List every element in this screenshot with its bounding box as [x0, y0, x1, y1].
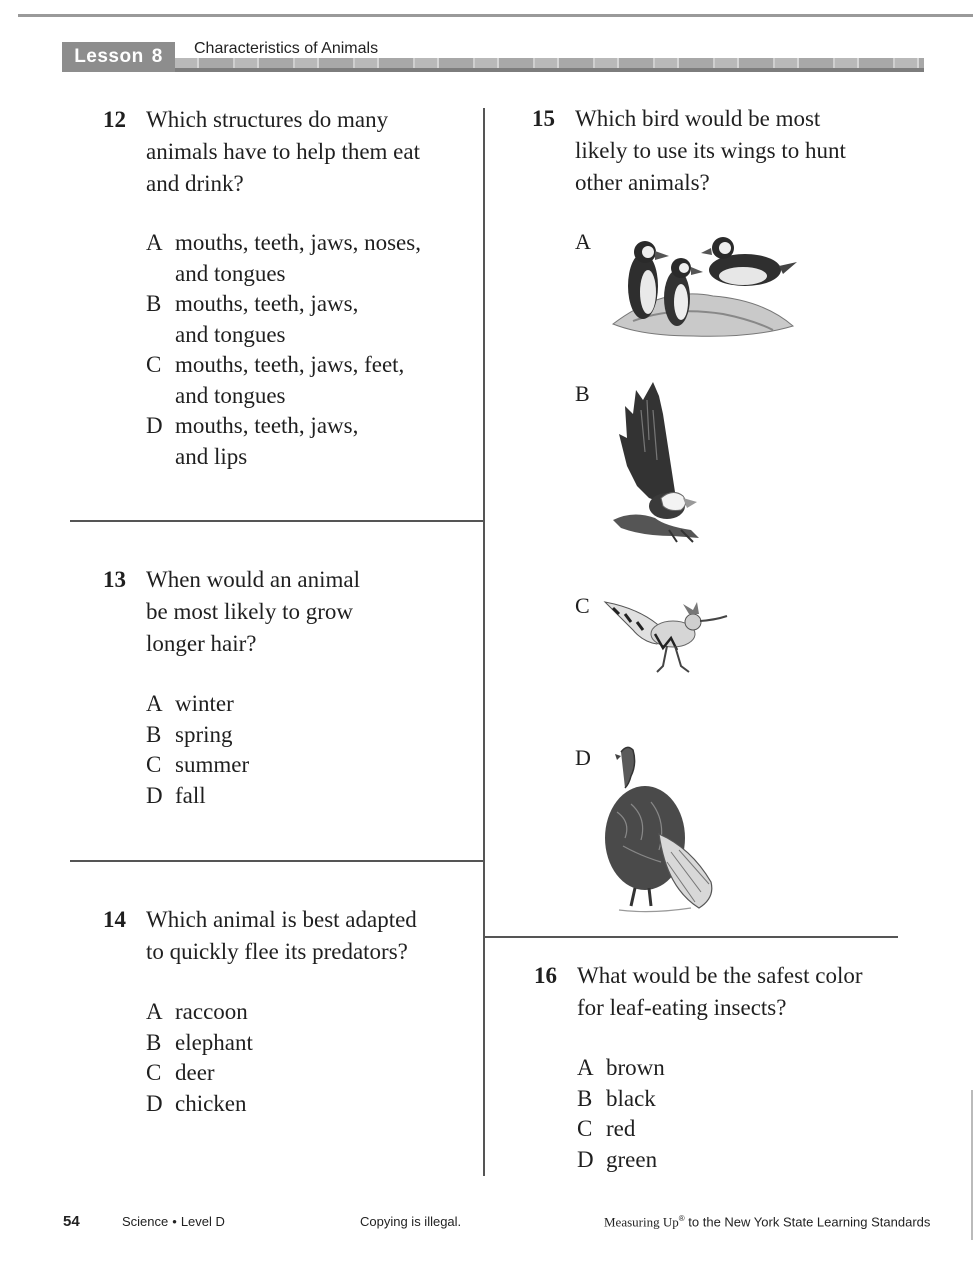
answer-choice[interactable] — [146, 411, 421, 472]
question-stem — [146, 904, 417, 968]
choice-text: deer — [175, 1060, 215, 1085]
choice-letter-c[interactable]: C — [575, 593, 590, 618]
choice-letter-d[interactable]: D — [575, 745, 591, 770]
choice-text: mouths, teeth, jaws, — [175, 413, 359, 438]
choice-text: raccoon — [175, 999, 248, 1024]
question-number: 16 — [534, 963, 557, 988]
choice-text: green — [606, 1146, 658, 1172]
eagle-illustration[interactable] — [603, 380, 713, 546]
question-stem — [575, 103, 846, 199]
choice-text: spring — [175, 721, 233, 747]
answer-choice[interactable] — [146, 1089, 253, 1120]
puffins-illustration[interactable] — [603, 226, 799, 342]
lesson-word: Lesson — [74, 46, 144, 67]
bullet-icon: • — [172, 1214, 177, 1229]
stem-line: What would be the safest color — [577, 963, 863, 988]
choice-text: mouths, teeth, jaws, noses, — [175, 230, 421, 255]
q16-choices — [577, 1053, 665, 1175]
copying-notice: Copying is illegal. — [360, 1214, 462, 1229]
choice-text: red — [606, 1116, 636, 1141]
choice-text: brown — [606, 1055, 665, 1080]
brand-mark: ® — [678, 1214, 685, 1223]
answer-choice[interactable] — [146, 750, 249, 781]
page-edge — [971, 1090, 973, 1240]
lesson-number: 8 — [151, 46, 163, 67]
header-bar — [175, 58, 924, 72]
stem-line: and drink? — [146, 171, 244, 196]
stem-line: to quickly flee its predators? — [146, 939, 408, 964]
choice-text: and tongues — [175, 260, 286, 286]
choice-text: summer — [175, 752, 250, 777]
choice-letter: D — [146, 782, 163, 808]
choice-letter: D — [146, 1090, 163, 1116]
answer-choice[interactable] — [146, 720, 249, 751]
choice-letter: C — [577, 1116, 593, 1141]
q14-choices — [146, 997, 253, 1119]
choice-text: mouths, teeth, jaws, feet, — [175, 352, 405, 377]
answer-choice[interactable] — [146, 781, 249, 812]
choice-letter: B — [146, 291, 162, 316]
answer-choice[interactable] — [146, 350, 421, 411]
choice-letter: C — [146, 352, 162, 377]
choice-text: black — [606, 1085, 656, 1111]
q13-choices — [146, 689, 249, 811]
choice-text: and lips — [175, 443, 248, 469]
stem-line: Which animal is best adapted — [146, 907, 417, 932]
choice-letter-a[interactable]: A — [575, 229, 591, 254]
choice-text: elephant — [175, 1029, 253, 1055]
question-number: 13 — [103, 567, 126, 592]
q12-choices — [146, 228, 421, 472]
choice-letter: B — [146, 1029, 162, 1055]
answer-choice[interactable] — [146, 997, 253, 1028]
question-stem — [146, 104, 420, 200]
stem-line: be most likely to grow — [146, 599, 353, 624]
page-number: 54 — [63, 1213, 80, 1230]
choice-letter: A — [577, 1055, 594, 1080]
answer-choice[interactable] — [146, 1058, 253, 1089]
answer-choice[interactable] — [146, 689, 249, 720]
stem-line: animals have to help them eat — [146, 139, 420, 164]
choice-letter: D — [146, 413, 163, 438]
question-number: 15 — [532, 106, 555, 131]
brand-name: Measuring Up — [604, 1214, 679, 1230]
choice-letter: C — [146, 1060, 162, 1085]
question-number: 12 — [103, 107, 126, 132]
footer-brand — [604, 1214, 930, 1230]
stem-line: longer hair? — [146, 631, 257, 656]
divider-q12-q13 — [70, 520, 484, 522]
footer-subject — [122, 1214, 225, 1229]
choice-text: fall — [175, 782, 206, 808]
stem-line: Which bird would be most — [575, 106, 821, 131]
choice-letter-b[interactable]: B — [575, 381, 590, 406]
lesson-tab — [62, 42, 175, 72]
stem-line: When would an animal — [146, 567, 360, 592]
question-number: 14 — [103, 907, 126, 932]
lesson-title: Characteristics of Animals — [194, 40, 379, 57]
answer-choice[interactable] — [577, 1053, 665, 1084]
lesson-header — [62, 40, 924, 74]
choice-text: chicken — [175, 1090, 247, 1116]
hoopoe-illustration[interactable] — [597, 590, 729, 682]
subject-text: Science — [122, 1214, 169, 1229]
choice-text: winter — [175, 691, 234, 716]
level-text: Level D — [180, 1214, 225, 1229]
stem-line: other animals? — [575, 170, 710, 195]
choice-text: and tongues — [175, 321, 286, 347]
stem-line: Which structures do many — [146, 107, 389, 132]
choice-text: and tongues — [175, 382, 286, 408]
answer-choice[interactable] — [577, 1145, 665, 1176]
answer-choice[interactable] — [577, 1114, 665, 1145]
answer-choice[interactable] — [146, 289, 421, 350]
choice-letter: C — [146, 752, 162, 777]
choice-letter: A — [146, 230, 163, 255]
turkey-illustration[interactable] — [601, 742, 727, 918]
choice-letter: A — [146, 999, 163, 1024]
choice-letter: B — [577, 1085, 593, 1111]
answer-choice[interactable] — [577, 1084, 665, 1115]
choice-letter: A — [146, 691, 163, 716]
divider-q15-q16 — [484, 936, 898, 938]
column-divider-left — [483, 108, 485, 1176]
choice-text: mouths, teeth, jaws, — [175, 291, 359, 316]
question-stem — [577, 960, 863, 1024]
top-rule — [18, 14, 973, 17]
standards-text: to the New York State Learning Standards — [688, 1214, 931, 1230]
choice-letter: B — [146, 721, 162, 747]
divider-q13-q14 — [70, 860, 484, 862]
stem-line: for leaf-eating insects? — [577, 995, 787, 1020]
stem-line: likely to use its wings to hunt — [575, 138, 846, 163]
choice-letter: D — [577, 1146, 594, 1172]
answer-choice[interactable] — [146, 228, 421, 289]
answer-choice[interactable] — [146, 1028, 253, 1059]
question-stem — [146, 564, 360, 660]
